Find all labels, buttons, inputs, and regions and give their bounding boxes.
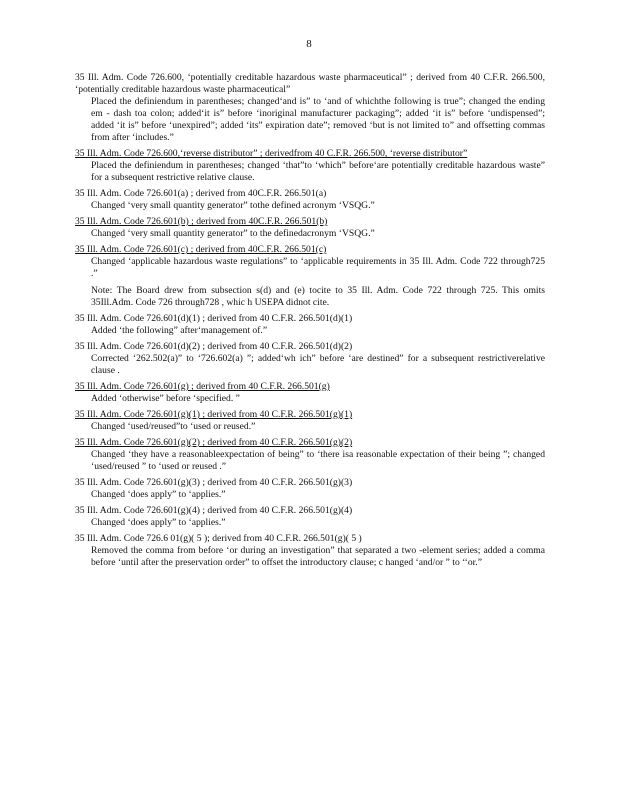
citation-text: 35 Ill. Adm. Code 726.6 01(g)( 5 ); derived from 40 C.F.R. 266.501(g)( 5 ) [75, 533, 362, 544]
citation-line [75, 409, 545, 421]
citation-line [75, 381, 545, 393]
change-entry [75, 533, 548, 569]
change-entry [75, 216, 545, 240]
change-description: Changed ‘they have a reasonableexpectation of being” to ‘there isa reasonable expectation of their being ”; changed ‘used/reused ” to ‘used or reused .” [91, 449, 548, 472]
citation-text: 35 Ill. Adm. Code 726.601(g)(2) ; derived from 40 C.F.R. 266.501(g)(2) [75, 437, 353, 448]
change-entry [75, 148, 548, 184]
change-entry [75, 72, 548, 144]
page-number: 8 [306, 38, 312, 50]
change-description: Changed ‘very small quantity generator” to the definedacronym ‘VSQG.” [91, 228, 375, 239]
change-description: Corrected ‘262.502(a)” to ‘726.602(a) ”; added‘wh ich” before ‘are destined” for a subsequent restrictiverelative clause . [91, 353, 548, 376]
citation-text: 35 Ill. Adm. Code 726.601(c) ; derived from 40C.F.R. 266.501(c) [75, 244, 327, 255]
change-entry [75, 505, 545, 529]
citation-text: 35 Ill. Adm. Code 726.601(b) ; derived from 40C.F.R. 266.501(b) [75, 216, 328, 227]
change-description: Placed the definiendum in parentheses; changed‘and is” to ‘and of whichthe following is true”; changed the ending em - dash toa colon; added‘it is” before ‘inoriginal manufacturer packaging”; added ‘it is” before ‘undispensed”; added ‘it is” before ‘unexpired”; added ‘its” expiration date”; removed ‘but is not limited to” and offsetting commas from after ‘includes.” [91, 96, 548, 143]
citation-line [75, 505, 545, 517]
change-description: Placed the definiendum in parentheses; changed ‘that”to ‘which” before‘are potentially creditable hazardous waste” for a subsequent restrictive relative clause. [91, 160, 548, 183]
citation-text: 35 Ill. Adm. Code 726.601(d)(2) ; derived from 40 C.F.R. 266.501(d)(2) [75, 341, 353, 352]
citation-text: 35 Ill. Adm. Code 726.601(d)(1) ; derived from 40 C.F.R. 266.501(d)(1) [75, 313, 353, 324]
citation-line [75, 72, 548, 96]
change-entry [75, 477, 545, 501]
citation-text: 35 Ill. Adm. Code 726.600,‘reverse distributor” ; derivedfrom 40 C.F.R. 266.500, ‘reverse distributor” [75, 148, 468, 159]
change-entry [75, 244, 548, 309]
change-entry [75, 313, 545, 337]
citation-text: 35 Ill. Adm. Code 726.601(g)(4) ; derived from 40 C.F.R. 266.501(g)(4) [75, 505, 353, 516]
citation-line [75, 313, 545, 325]
citation-line [75, 148, 545, 160]
change-description: Added ‘otherwise” before ‘specified. ” [91, 393, 240, 404]
citation-line [75, 477, 545, 489]
citation-line [75, 437, 545, 449]
change-description: Changed ‘used/reused”to ‘used or reused.” [91, 421, 256, 432]
board-note: Note: The Board drew from subsection s(d) and (e) tocite to 35 Ill. Adm. Code 722 through 725. This omits 35Ill.Adm. Code 726 through728 , whic h USEPA didnot cite. [91, 285, 548, 308]
citation-text: 35 Ill. Adm. Code 726.600, ‘potentially creditable hazardous waste pharmaceutical” ; derived from 40 C.F.R. 266.500, ‘potentially creditable hazardous waste pharmaceutical” [75, 72, 548, 95]
change-entry [75, 341, 548, 377]
citation-text: 35 Ill. Adm. Code 726.601(g)(1) ; derived from 40 C.F.R. 266.501(g)(1) [75, 409, 353, 420]
citation-text: 35 Ill. Adm. Code 726.601(g) ; derived from 40 C.F.R. 266.501(g) [75, 381, 330, 392]
change-description: Added ‘the following” after‘management of.” [91, 325, 268, 336]
citation-text: 35 Ill. Adm. Code 726.601(a) ; derived from 40C.F.R. 266.501(a) [75, 188, 327, 199]
citation-line [75, 341, 545, 353]
change-description: Removed the comma from before ‘or during an investigation” that separated a two -element series; added a comma before ‘until after the preservation order” to offset the introductory clause; c hanged ‘and/or ” to ‘‘or.” [91, 545, 548, 568]
change-entry [75, 381, 545, 405]
citation-line [75, 216, 545, 228]
citation-line [75, 188, 545, 200]
change-description: Changed ‘applicable hazardous waste regulations” to ‘applicable requirements in 35 Ill. Adm. Code 722 through725 .” [91, 256, 548, 279]
change-entry [75, 437, 548, 473]
change-entry [75, 188, 545, 212]
change-description: Changed ‘does apply” to ‘applies.” [91, 517, 226, 528]
citation-text: 35 Ill. Adm. Code 726.601(g)(3) ; derived from 40 C.F.R. 266.501(g)(3) [75, 477, 353, 488]
entries-list [75, 72, 548, 573]
change-description: Changed ‘very small quantity generator” tothe defined acronym ‘VSQG.” [91, 200, 375, 211]
change-description: Changed ‘does apply” to ‘applies.” [91, 489, 226, 500]
change-entry [75, 409, 545, 433]
citation-line [75, 533, 545, 545]
citation-line [75, 244, 545, 256]
